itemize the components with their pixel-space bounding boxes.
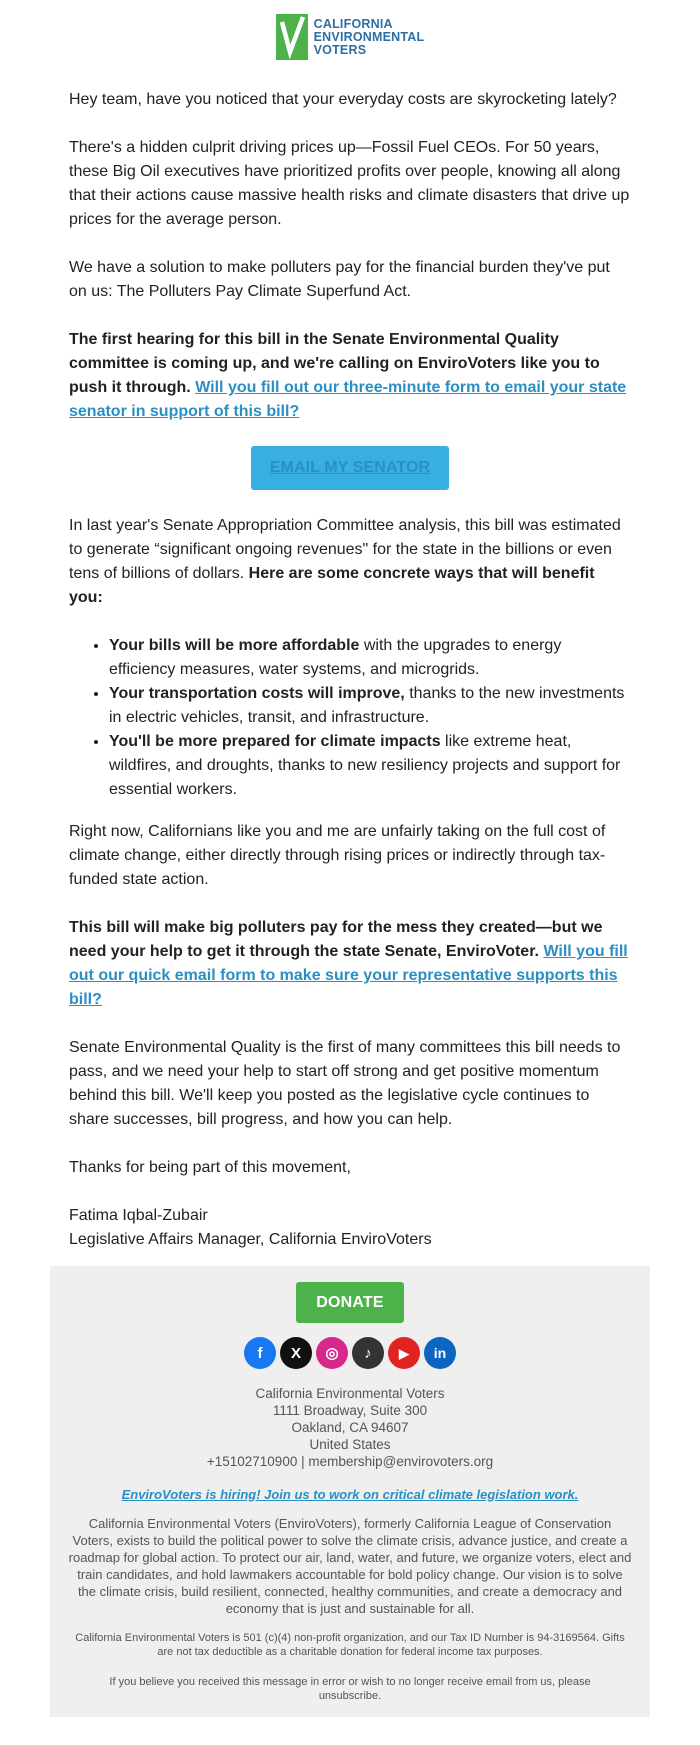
tiktok-icon[interactable]: ♪: [352, 1337, 384, 1369]
hearing-bold-text: The first hearing for this bill in the Senate Environmental Quality committee is coming up, and we're calling on EnviroVoters like you to push it through.: [69, 331, 600, 396]
logo-line-1: CALIFORNIA: [313, 16, 393, 31]
paragraph-call-to-action: [69, 916, 631, 1012]
benefits-list: [69, 634, 631, 802]
list-item: [109, 634, 631, 682]
signature: [69, 1204, 631, 1252]
checkmark-logo-icon: [276, 14, 308, 60]
country: United States: [309, 1437, 391, 1452]
paragraph-culprit: There's a hidden culprit driving prices up—Fossil Fuel CEOs. For 50 years, these Big Oil executives have prioritized profits over people, knowing all along that their actions cause massive health risks and climate disasters that drive up prices for the average person.: [69, 139, 630, 228]
benefit-bold: You'll be more prepared for climate impacts: [109, 733, 441, 750]
linkedin-icon[interactable]: in: [424, 1337, 456, 1369]
street-address: 1111 Broadway, Suite 300: [272, 1403, 428, 1418]
hiring-link[interactable]: EnviroVoters is hiring! Join us to work on critical climate legislation work.: [121, 1487, 579, 1502]
logo-wordmark: [314, 18, 425, 57]
paragraph-committees: Senate Environmental Quality is the first of many committees this bill needs to pass, and we need your help to start off strong and get positive momentum behind this bill. We'll keep you posted as the legislative cycle continues to share successes, bill progress, and how you can help.: [69, 1039, 621, 1128]
x-icon[interactable]: X: [280, 1337, 312, 1369]
benefit-bold: Your bills will be more affordable: [109, 637, 360, 654]
benefit-text: like extreme heat, wildfires, and droughts, thanks to new resiliency projects and support for essential workers.: [109, 733, 621, 798]
paragraph-hearing: [69, 328, 631, 424]
paragraph-thanks: Thanks for being part of this movement,: [69, 1159, 351, 1176]
address-block: [50, 1385, 650, 1470]
logo-line-2: ENVIRONMENTAL: [313, 29, 425, 44]
unsubscribe-notice[interactable]: If you believe you received this message in error or wish to no longer receive email from us, please unsubscribe.: [109, 1676, 591, 1702]
paragraph-analysis: [69, 514, 631, 610]
org-name: California Environmental Voters: [255, 1386, 445, 1401]
city-address: Oakland, CA 94607: [291, 1420, 409, 1435]
paragraph-solution: We have a solution to make polluters pay for the financial burden they've put on us: The Polluters Pay Climate Superfund Act.: [69, 259, 610, 300]
signature-title: Legislative Affairs Manager, California EnviroVoters: [69, 1231, 432, 1248]
paragraph-greeting: Hey team, have you noticed that your everyday costs are skyrocketing lately?: [69, 91, 617, 108]
youtube-icon[interactable]: ▶: [388, 1337, 420, 1369]
benefit-text: thanks to the new investments in electric vehicles, transit, and infrastructure.: [109, 685, 625, 726]
list-item: [109, 730, 631, 802]
tax-statement: California Environmental Voters is 501 (c)(4) non-profit organization, and our Tax ID Number is 94-3169564. Gifts are not tax deductible as a charitable donation for federal income tax purposes.: [75, 1632, 625, 1658]
list-item: [109, 682, 631, 730]
donate-button[interactable]: DONATE: [296, 1282, 404, 1323]
logo-line-3: VOTERS: [313, 42, 367, 57]
footer: [50, 1266, 650, 1717]
benefit-text: with the upgrades to energy efficiency measures, water systems, and microgrids.: [109, 637, 562, 678]
signature-name: Fatima Iqbal-Zubair: [69, 1207, 208, 1224]
benefit-bold: Your transportation costs will improve,: [109, 685, 405, 702]
instagram-icon[interactable]: ◎: [316, 1337, 348, 1369]
analysis-bold-text: Here are some concrete ways that will benefit you:: [69, 565, 595, 606]
mission-statement: California Environmental Voters (EnviroVoters), formerly California League of Conservation Voters, exists to build the political power to solve the climate crisis, advance justice, and create a roadmap for global action. To protect our air, land, water, and future, we organize voters, elect and train candidates, and hold lawmakers accountable for bold policy change. Our vision is to solve the climate crisis, build resilient, connected, healthy communities, and create a democracy and economy that is just and sustainable for all.: [68, 1516, 632, 1616]
cta-bold-text: This bill will make big polluters pay for the mess they created—but we need your help to get it through the state Senate, EnviroVoter.: [69, 919, 603, 960]
email-my-senator-button[interactable]: EMAIL MY SENATOR: [251, 446, 449, 490]
facebook-icon[interactable]: f: [244, 1337, 276, 1369]
social-links: [50, 1337, 650, 1369]
email-senator-link[interactable]: Will you fill out our three-minute form to email your state senator in support of this bill?: [69, 379, 627, 420]
contact-info[interactable]: +15102710900 | membership@envirovoters.org: [206, 1454, 494, 1469]
paragraph-cost: Right now, Californians like you and me are unfairly taking on the full cost of climate change, either directly through rising prices or indirectly through tax-funded state action.: [69, 823, 606, 888]
logo[interactable]: [0, 0, 700, 68]
analysis-text: In last year's Senate Appropriation Committee analysis, this bill was estimated to generate “significant ongoing revenues" for the state in the billions or even tens of billions of dollars.: [69, 517, 621, 582]
email-form-link[interactable]: Will you fill out our quick email form to make sure your representative supports this bill?: [69, 943, 628, 1008]
email-body: [69, 68, 631, 1252]
